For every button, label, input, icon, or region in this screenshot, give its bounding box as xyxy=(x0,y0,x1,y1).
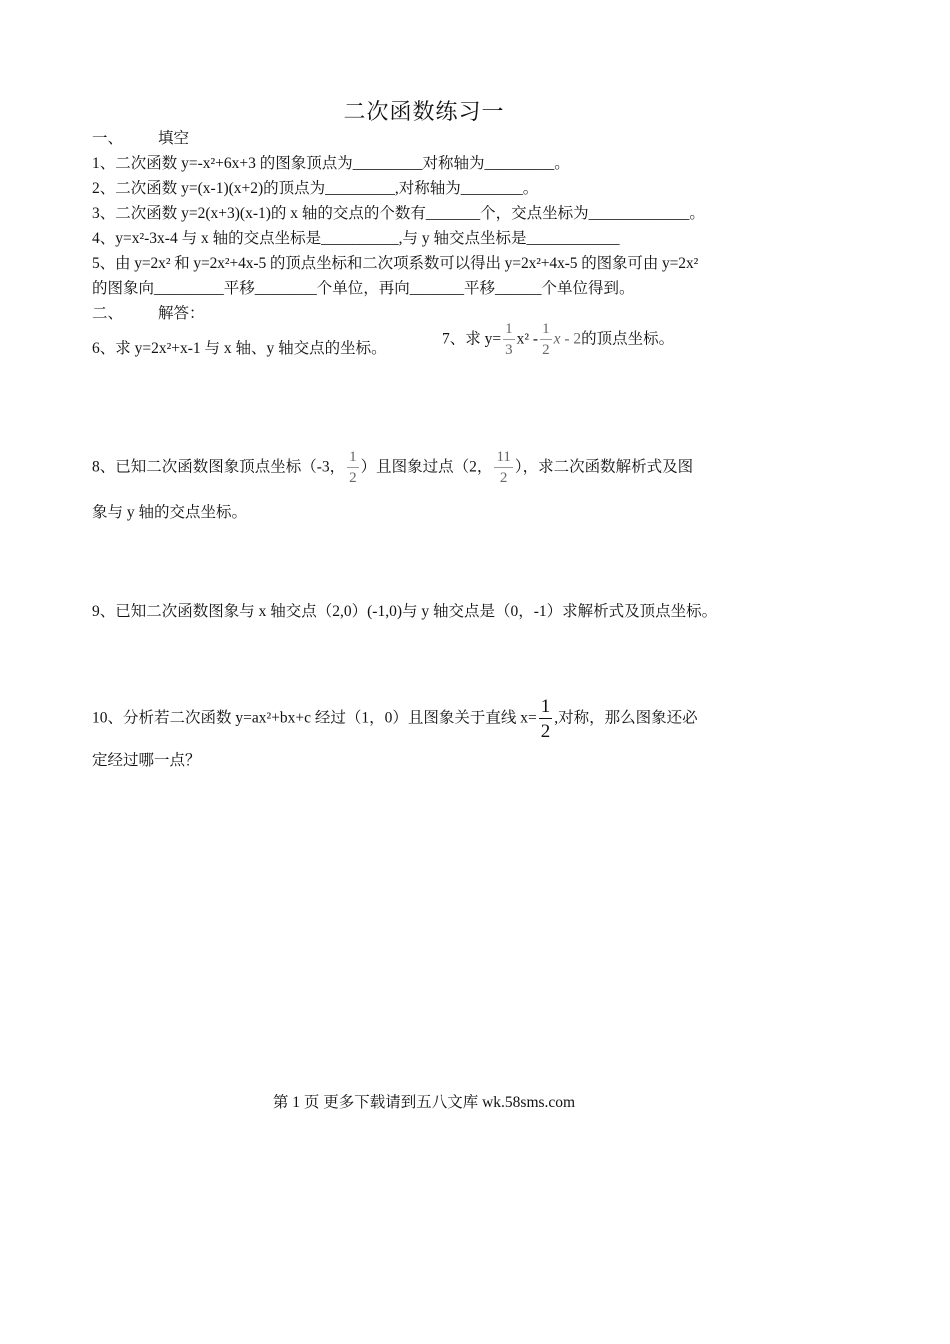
section-fill-blank xyxy=(92,126,189,148)
fraction-numerator: 11 xyxy=(494,450,512,468)
q10-suffix: ,对称，那么图象还必 xyxy=(554,709,698,727)
fraction-denominator: 3 xyxy=(505,342,513,358)
fraction-denominator: 2 xyxy=(349,470,357,486)
question-5-line-1: 5、由 y=2x² 和 y=2x²+4x-5 的顶点坐标和二次项系数可以得出 y=2x²+4x-5 的图象可由 y=2x² xyxy=(92,255,699,272)
page-title: 二次函数练习一 xyxy=(343,100,505,125)
question-10-line-2: 定经过哪一点？ xyxy=(92,752,201,769)
question-3: 3、二次函数 y=2(x+3)(x-1)的 x 轴的交点的个数有_______个，交点坐标为_____________。 xyxy=(92,205,705,222)
section-number: 二、 xyxy=(92,305,124,322)
fraction-numerator: 1 xyxy=(503,322,515,340)
q7-x-term: x - xyxy=(553,330,570,348)
q8-middle: ）且图象过点（2， xyxy=(360,458,493,476)
q10-fraction xyxy=(539,697,553,741)
page-footer: 第 1 页 更多下载请到五八文库 wk.58sms.com xyxy=(272,1094,576,1111)
question-8-line-1 xyxy=(92,450,693,486)
question-7 xyxy=(442,322,674,358)
question-9: 9、已知二次函数图象与 x 轴交点（2,0）(-1,0)与 y 轴交点是（0，-1）求解析式及顶点坐标。 xyxy=(92,603,718,620)
q8-suffix: ），求二次函数解析式及图 xyxy=(514,458,694,476)
fraction-numerator: 1 xyxy=(347,450,359,468)
q7-minus: - xyxy=(532,330,539,348)
section-label: 填空 xyxy=(158,130,190,147)
fraction-denominator: 2 xyxy=(540,721,551,742)
q10-prefix: 10、分析若二次函数 y=ax²+bx+c 经过（1，0）且图象关于直线 x= xyxy=(92,709,537,727)
q7-fraction-2 xyxy=(540,322,552,358)
fraction-numerator: 1 xyxy=(540,322,552,340)
q8-fraction-2 xyxy=(494,450,512,486)
q7-fraction-1 xyxy=(503,322,515,358)
fraction-denominator: 2 xyxy=(499,470,508,486)
section-label: 解答： xyxy=(158,305,205,322)
q7-constant: 2 xyxy=(573,330,582,348)
q7-x-squared: x² xyxy=(516,330,530,348)
question-8-line-2: 象与 y 轴的交点坐标。 xyxy=(92,504,248,521)
question-1: 1、二次函数 y=-x²+6x+3 的图象顶点为_________对称轴为_________。 xyxy=(92,155,570,172)
question-2: 2、二次函数 y=(x-1)(x+2)的顶点为_________,对称轴为________。 xyxy=(92,180,539,197)
fraction-denominator: 2 xyxy=(542,342,550,358)
q7-prefix: 7、求 y= xyxy=(442,330,502,348)
fraction-numerator: 1 xyxy=(540,696,551,717)
q8-prefix: 8、已知二次函数图象顶点坐标（-3， xyxy=(92,458,346,476)
section-answer xyxy=(92,301,205,323)
section-number: 一、 xyxy=(92,130,124,147)
q7-suffix: 的顶点坐标。 xyxy=(581,330,675,348)
question-6: 6、求 y=2x²+x-1 与 x 轴、y 轴交点的坐标。 xyxy=(92,340,387,357)
question-5-line-2: 的图象向_________平移________个单位，再向_______平移______个单位得到。 xyxy=(92,280,635,297)
question-10-line-1 xyxy=(92,697,698,741)
question-4: 4、y=x²-3x-4 与 x 轴的交点坐标是__________,与 y 轴交点坐标是____________ xyxy=(92,230,620,247)
q8-fraction-1 xyxy=(347,450,359,486)
